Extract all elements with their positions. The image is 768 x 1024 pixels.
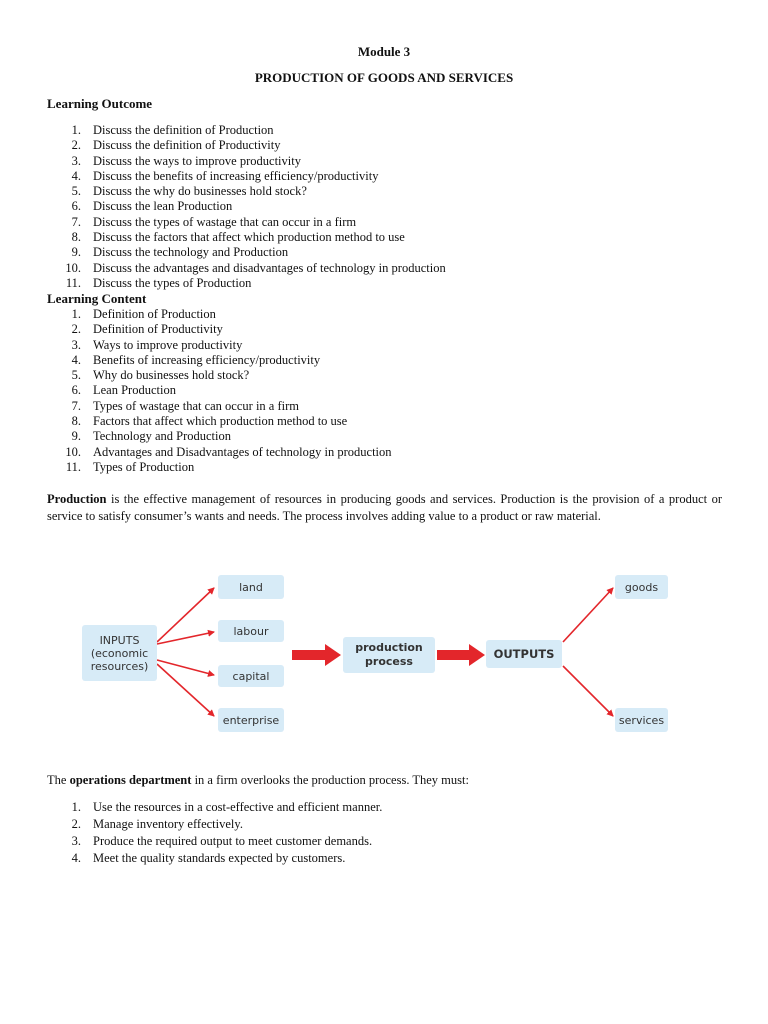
list-item: 4. Discuss the benefits of increasing efficiency/productivity xyxy=(71,168,379,183)
list-item: 7. Discuss the types of wastage that can occur in a firm xyxy=(71,214,357,229)
outputs-box: OUTPUTS xyxy=(486,640,562,668)
list-item: 3. Discuss the ways to improve productivity xyxy=(71,153,301,168)
operations-term: operations department xyxy=(69,773,192,787)
module-title: Module 3 xyxy=(357,44,411,59)
list-item: 1. Use the resources in a cost-effective and efficient manner. xyxy=(71,800,383,814)
labour-box: labour xyxy=(218,620,284,642)
list-item: 7. Types of wastage that can occur in a firm xyxy=(71,398,299,413)
list-item: 9. Technology and Production xyxy=(71,429,231,444)
list-item: 10. Advantages and Disadvantages of technology in production xyxy=(65,444,392,459)
list-item: 3. Ways to improve productivity xyxy=(71,337,243,352)
production-definition xyxy=(47,491,722,524)
production-definition-text: is the effective management of resources in producing goods and services. Production is the provision of a product or service to satisfy consumer’s wants and needs. The process involves adding value to a product or raw material. xyxy=(47,492,722,523)
list-item: 1. Definition of Production xyxy=(71,307,216,321)
arrow-to-services xyxy=(563,666,613,716)
operations-list xyxy=(47,799,382,867)
production-process-box: production process xyxy=(343,637,435,673)
list-item: 5. Why do businesses hold stock? xyxy=(71,368,250,383)
operations-paragraph: The operations department in a firm overlooks the production process. They must: xyxy=(47,773,469,787)
list-item: 6. Discuss the lean Production xyxy=(71,199,233,214)
land-box: land xyxy=(218,575,284,599)
list-item: 2. Definition of Productivity xyxy=(71,322,223,337)
list-item: 2. Manage inventory effectively. xyxy=(71,817,243,831)
list-item: 9. Discuss the technology and Production xyxy=(71,245,289,260)
list-item: 4. Benefits of increasing efficiency/productivity xyxy=(71,352,321,367)
enterprise-box: enterprise xyxy=(218,708,284,732)
list-item: 8. Factors that affect which production method to use xyxy=(71,414,348,429)
learning-outcome-heading: Learning Outcome xyxy=(47,96,153,111)
list-item: 6. Lean Production xyxy=(71,383,176,398)
block-arrow-to-outputs xyxy=(437,644,485,666)
list-item: 2. Discuss the definition of Productivity xyxy=(71,138,281,153)
production-term: Production xyxy=(47,492,107,506)
block-arrow-to-process xyxy=(292,644,341,666)
list-item: 5. Discuss the why do businesses hold stock? xyxy=(71,184,307,199)
learning-content-list xyxy=(47,307,392,475)
list-item: 11. Discuss the types of Production xyxy=(65,275,252,290)
list-item: 10. Discuss the advantages and disadvantages of technology in production xyxy=(65,260,446,275)
list-item: 11. Types of Production xyxy=(65,459,195,474)
list-item: 8. Discuss the factors that affect which production method to use xyxy=(71,230,405,245)
goods-box: goods xyxy=(615,575,668,599)
arrow-to-enterprise xyxy=(157,664,214,716)
learning-outcome-list xyxy=(47,123,446,291)
learning-content-heading: Learning Content xyxy=(47,291,147,306)
production-diagram xyxy=(0,560,768,745)
services-box: services xyxy=(615,708,668,732)
list-item: 4. Meet the quality standards expected by customers. xyxy=(71,851,346,865)
list-item: 1. Discuss the definition of Production xyxy=(71,123,274,137)
page-title: PRODUCTION OF GOODS AND SERVICES xyxy=(254,70,514,85)
list-item: 3. Produce the required output to meet customer demands. xyxy=(71,834,373,848)
arrow-to-goods xyxy=(563,588,613,642)
capital-box: capital xyxy=(218,665,284,687)
inputs-box: INPUTS (economic resources) xyxy=(82,625,157,681)
